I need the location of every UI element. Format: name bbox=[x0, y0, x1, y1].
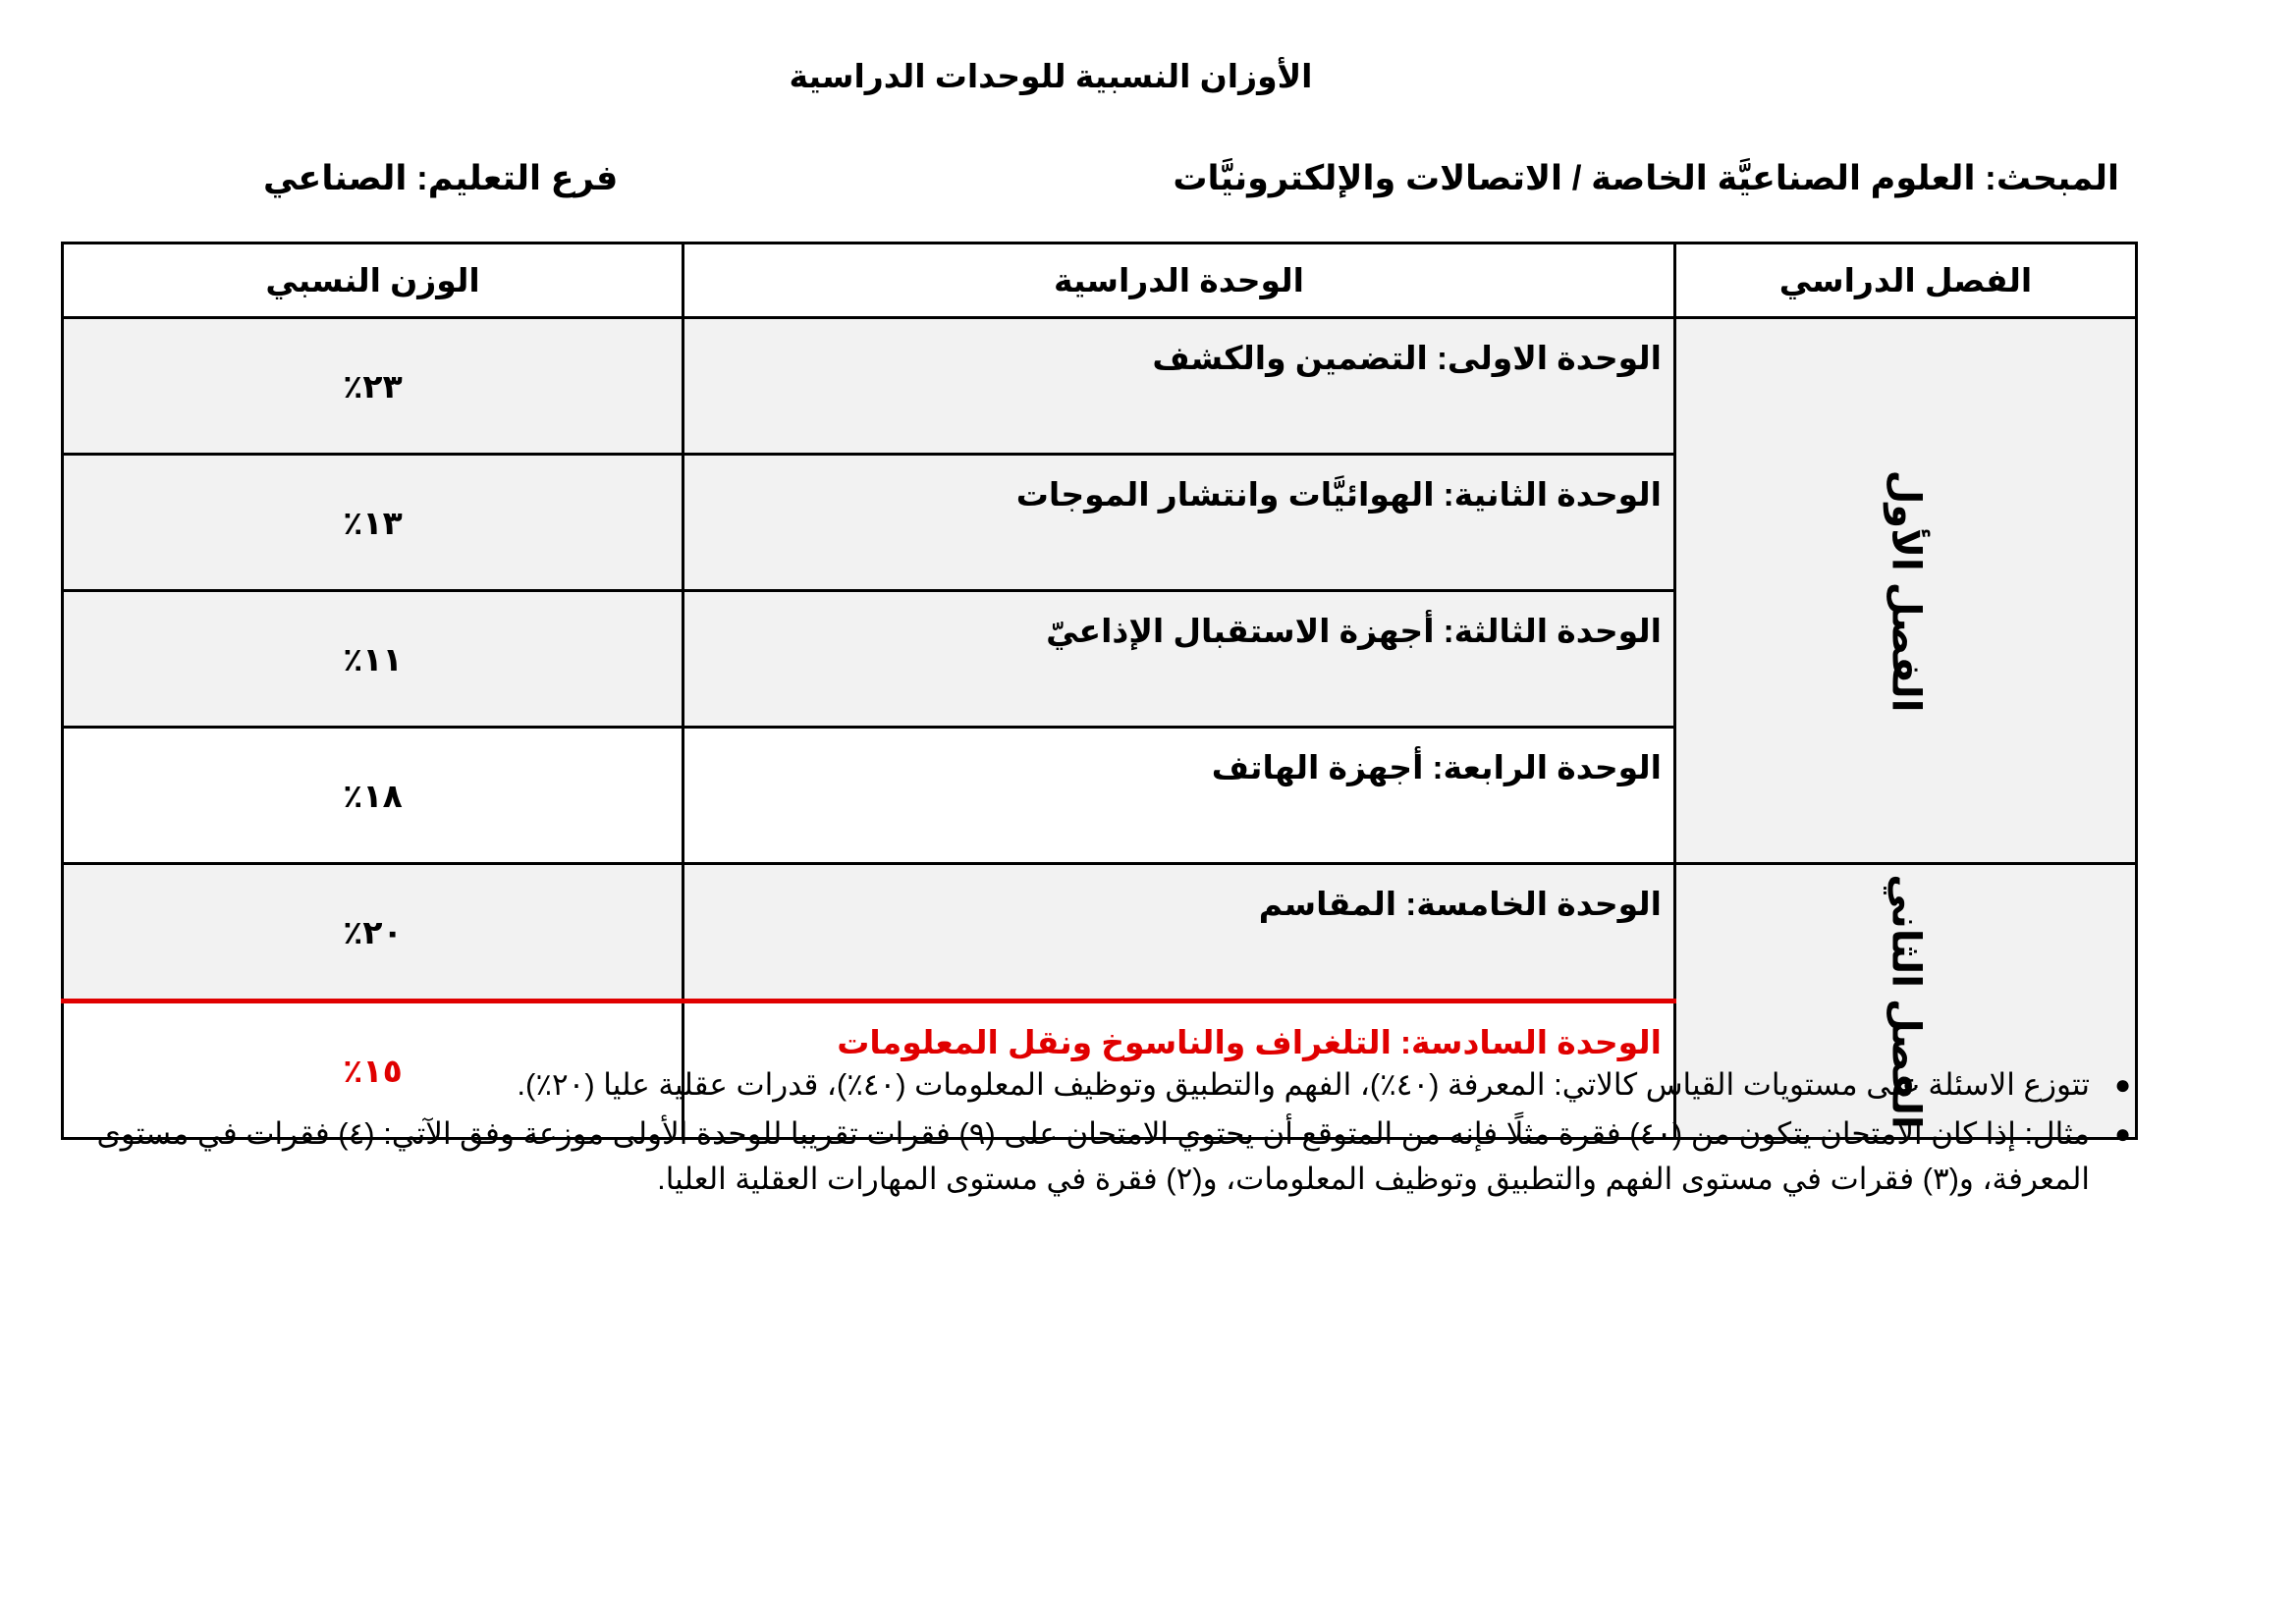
unit-cell: الوحدة الثانية: الهوائيَّات وانتشار الموجات bbox=[683, 455, 1675, 591]
page-title: الأوزان النسبية للوحدات الدراسية bbox=[789, 58, 1313, 94]
weight-cell: ٢٣٪ bbox=[63, 318, 683, 455]
unit-cell: الوحدة الثالثة: أجهزة الاستقبال الإذاعيّ bbox=[683, 591, 1675, 728]
unit-cell: الوحدة الاولى: التضمين والكشف bbox=[683, 318, 1675, 455]
branch-label: فرع التعليم: الصناعي bbox=[263, 159, 619, 197]
table-header-row bbox=[63, 244, 2137, 318]
semester-second-label: الفصل الثاني bbox=[1884, 873, 1928, 1129]
weight-cell: ١٨٪ bbox=[63, 728, 683, 864]
header-unit: الوحدة الدراسية bbox=[683, 244, 1675, 318]
weight-cell: ١٣٪ bbox=[63, 455, 683, 591]
unit-cell: الوحدة السادسة: التلغراف والناسوخ ونقل المعلومات bbox=[683, 1001, 1675, 1139]
bullet-icon: ● bbox=[2114, 1069, 2131, 1100]
bullet-icon: ● bbox=[2114, 1118, 2131, 1149]
note-item bbox=[32, 1111, 2131, 1202]
note-item bbox=[32, 1062, 2131, 1108]
weight-cell: ١٥٪ bbox=[63, 1001, 683, 1139]
unit-cell: الوحدة الرابعة: أجهزة الهاتف bbox=[683, 728, 1675, 864]
notes-list bbox=[32, 1062, 2131, 1206]
table-row bbox=[63, 864, 2137, 1001]
unit-cell: الوحدة الخامسة: المقاسم bbox=[683, 864, 1675, 1001]
table-row bbox=[63, 318, 2137, 455]
semester-first-label: الفصل الأول bbox=[1884, 469, 1928, 712]
header-semester: الفصل الدراسي bbox=[1675, 244, 2137, 318]
semester-first-cell bbox=[1675, 318, 2137, 864]
header-weight: الوزن النسبي bbox=[63, 244, 683, 318]
weights-table bbox=[61, 242, 2138, 1140]
subject-label: المبحث: العلوم الصناعيَّة الخاصة / الاتصالات والإلكترونيَّات bbox=[1173, 159, 2119, 197]
weight-cell: ٢٠٪ bbox=[63, 864, 683, 1001]
note-text: تتوزع الاسئلة على مستويات القياس كالاتي: المعرفة (٤٠٪)، الفهم والتطبيق وتوظيف المعلومات (٤٠٪)، قدرات عقلية عليا (٢٠٪). bbox=[517, 1067, 2090, 1102]
note-text: مثال: إذا كان الامتحان يتكون من (٤٠) فقرة مثلًا فإنه من المتوقع أن يحتوي الامتحان على (٩) فقرات تقريبا للوحدة الأولى موزعة وفق الآتي: (٤) فقرات في مستوى المعرفة، و(٣) فقرات في مستوى الفهم والتطبيق وتوظيف المعلومات، و(٢) فقرة في مستوى المهارات العقلية العليا. bbox=[96, 1116, 2090, 1196]
weight-cell: ١١٪ bbox=[63, 591, 683, 728]
